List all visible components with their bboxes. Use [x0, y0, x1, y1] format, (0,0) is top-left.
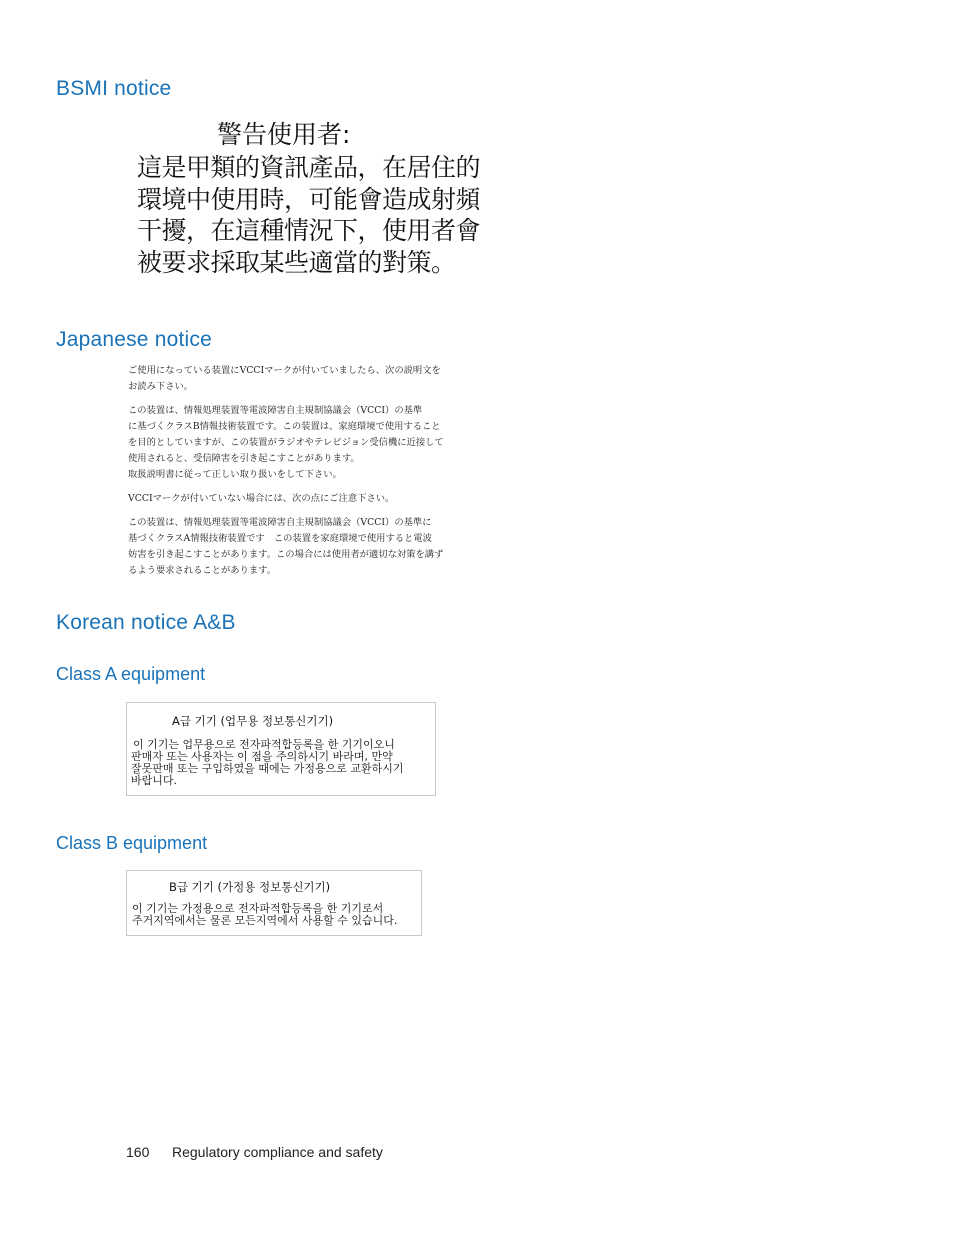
jp-line: に基づくクラスB情報技術装置です。この装置は、家庭環境で使用すること [128, 421, 441, 432]
bsmi-line: 被要求採取某些適當的對策。 [137, 247, 456, 277]
korean-class-a-box [126, 702, 436, 796]
bsmi-heading: BSMI notice [56, 77, 172, 100]
jp-line: 基づくクラスA情報技術装置です この装置を家庭環境で使用すると電波 [128, 533, 432, 544]
bsmi-line: 這是甲類的資訊產品，在居住的 [137, 153, 481, 182]
japanese-notice-image [128, 363, 488, 579]
korean-a-title: A급 기기 (업무용 정보통신기기) [172, 714, 334, 728]
jp-line: お読み下さい。 [128, 381, 194, 392]
korean-a-line: 판매자 또는 사용자는 이 점을 주의하시기 바라며, 만약 [131, 750, 393, 763]
japanese-heading: Japanese notice [56, 328, 212, 351]
korean-a-line: 잘못판매 또는 구입하였을 때에는 가정용으로 교환하시기 [131, 762, 404, 775]
korean-b-line: 주거지역에서는 물론 모든지역에서 사용할 수 있습니다. [132, 914, 398, 927]
bsmi-title: 警告使用者: [217, 120, 351, 149]
korean-class-b-box [126, 870, 422, 936]
jp-line: この装置は、情報処理装置等電波障害自主規制協議会（VCCI）の基準 [128, 405, 423, 416]
page-number: 160 [126, 1144, 150, 1160]
jp-line: VCCIマークが付いていない場合には、次の点にご注意下さい。 [128, 493, 395, 504]
jp-line: ご使用になっている装置にVCCIマークが付いていましたら、次の説明文を [128, 365, 441, 376]
korean-b-line: 이 기기는 가정용으로 전자파적합등록을 한 기기로서 [132, 902, 384, 915]
korean-b-title: B급 기기 (가정용 정보통신기기) [169, 880, 331, 894]
page-footer [126, 1144, 383, 1160]
jp-line: 妨害を引き起こすことがあります。この場合には使用者が適切な対策を講ず [128, 549, 444, 560]
korean-heading: Korean notice A&B [56, 611, 236, 634]
jp-line: 使用されると、受信障害を引き起こすことがあります。 [128, 453, 360, 464]
bsmi-notice-image [137, 118, 537, 278]
jp-line: この装置は、情報処理装置等電波障害自主規制協議会（VCCI）の基準に [128, 517, 432, 528]
chapter-title: Regulatory compliance and safety [172, 1144, 383, 1160]
bsmi-line: 環境中使用時，可能會造成射頻 [137, 184, 481, 214]
class-b-heading: Class B equipment [56, 833, 208, 853]
class-a-heading: Class A equipment [56, 664, 206, 684]
jp-line: 取扱説明書に従って正しい取り扱いをして下さい。 [128, 469, 342, 480]
jp-line: るよう要求されることがあります。 [128, 565, 277, 576]
korean-a-line: 이 기기는 업무용으로 전자파적합등록을 한 기기이오니 [133, 738, 395, 751]
korean-a-line: 바랍니다. [131, 774, 178, 787]
jp-line: を目的としていますが、この装置がラジオやテレビジョン受信機に近接して [128, 437, 444, 448]
bsmi-line: 干擾，在這種情況下，使用者會 [137, 216, 481, 245]
